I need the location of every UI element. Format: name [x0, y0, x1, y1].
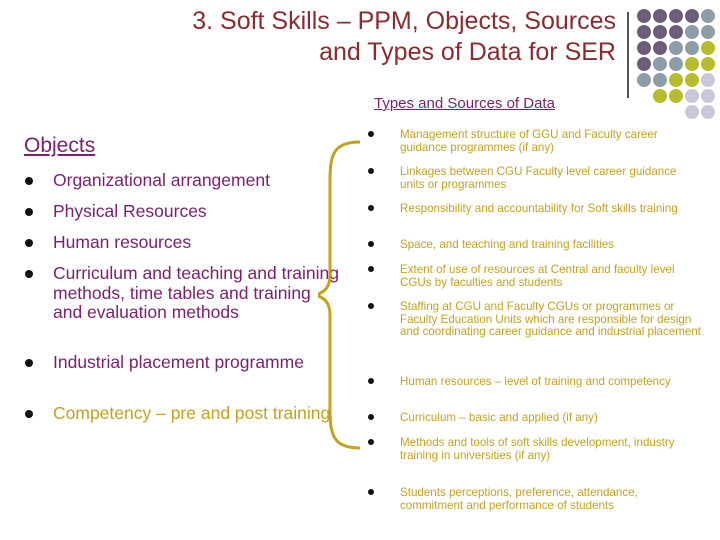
- type-text: Linkages between CGU Faculty level career guidance units or programmes: [400, 165, 677, 191]
- bullet-icon: [25, 177, 33, 185]
- objects-heading: Objects: [24, 134, 96, 157]
- bullet-icon: [368, 303, 374, 309]
- bullet-icon: [368, 205, 374, 211]
- bullet-icon: [25, 410, 33, 418]
- type-text: Students perceptions, preference, attendance, commitment and performance of students: [400, 486, 638, 512]
- bullet-icon: [25, 239, 33, 247]
- object-text: Human resources: [53, 232, 192, 252]
- title-highlight: 3. Soft Skills: [192, 7, 330, 35]
- bullet-icon: [368, 266, 374, 272]
- object-text: Curriculum and teaching and training methods, time tables and training and evaluation methods: [53, 263, 339, 322]
- bullet-icon: [368, 168, 374, 174]
- grouping-brace: [318, 140, 366, 450]
- bullet-icon: [368, 489, 374, 495]
- dot-row-6: [653, 89, 715, 103]
- title-line-2: and Types of Data for SER: [319, 38, 616, 66]
- title-divider: [627, 12, 629, 98]
- bullet-icon: [25, 208, 33, 216]
- title-line-1: [56, 6, 616, 37]
- slide-title: [56, 6, 616, 68]
- type-text: Curriculum – basic and applied (if any): [400, 411, 598, 424]
- types-heading: Types and Sources of Data: [374, 95, 555, 112]
- object-text: Physical Resources: [53, 201, 207, 221]
- dot-row-1: [637, 9, 715, 23]
- type-text: Methods and tools of soft skills development, industry training in universities (if any): [400, 436, 675, 462]
- bullet-icon: [25, 270, 33, 278]
- object-text: Industrial placement programme: [53, 352, 304, 372]
- object-text: Organizational arrangement: [53, 170, 270, 190]
- type-text: Extent of use of resources at Central and faculty level CGUs by faculties and students: [400, 263, 675, 289]
- bullet-icon: [25, 359, 33, 367]
- bullet-icon: [368, 414, 374, 420]
- dot-row-4: [637, 57, 715, 71]
- type-text: Space, and teaching and training facilities: [400, 238, 614, 251]
- object-text: Competency – pre and post training: [53, 403, 331, 423]
- bullet-icon: [368, 378, 374, 384]
- type-text: Human resources – level of training and competency: [400, 375, 671, 388]
- bullet-icon: [368, 241, 374, 247]
- type-text: Management structure of GGU and Faculty career guidance programmes (if any): [400, 128, 658, 154]
- dot-row-3: [637, 41, 715, 55]
- dot-row-5: [637, 73, 715, 87]
- bullet-icon: [368, 131, 374, 137]
- type-text: Staffing at CGU and Faculty CGUs or programmes or Faculty Education Units which are responsible for design and coordinating career guidance and industrial placement: [400, 300, 701, 338]
- dot-row-7: [685, 105, 715, 119]
- decorative-dot-grid: [636, 8, 720, 124]
- bullet-icon: [368, 439, 374, 445]
- title-line-1-rest: – PPM, Objects, Sources: [329, 7, 616, 35]
- dot-row-2: [637, 25, 715, 39]
- type-text: Responsibility and accountability for Soft skills training: [400, 202, 678, 215]
